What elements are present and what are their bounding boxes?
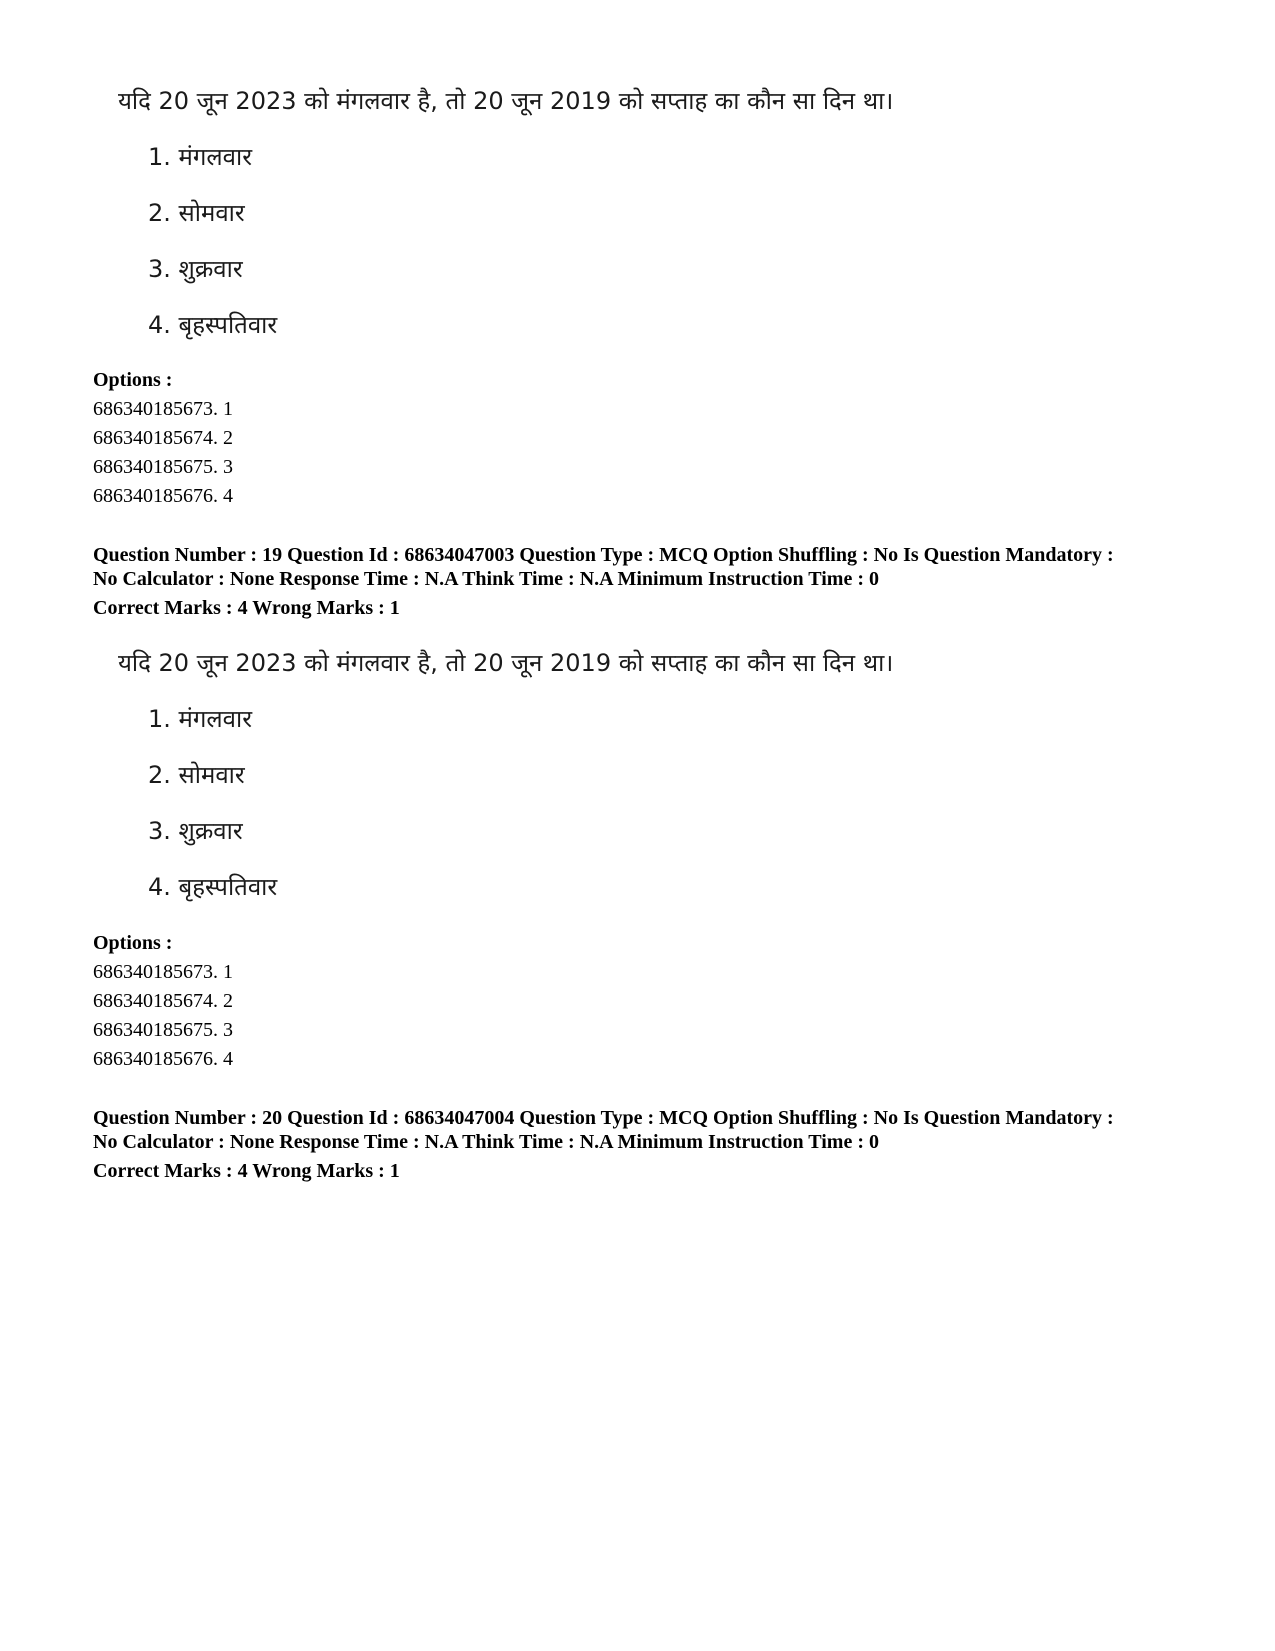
option-item: 686340185676. 4 [93, 485, 233, 507]
question-marks: Correct Marks : 4 Wrong Marks : 1 [93, 597, 400, 619]
option-item: 686340185674. 2 [93, 427, 233, 449]
question-meta-line: Question Number : 20 Question Id : 68634047004 Question Type : MCQ Option Shuffling : No Is Question Mandatory : [93, 1107, 1114, 1129]
option-item: 686340185675. 3 [93, 456, 233, 478]
option-item: 686340185675. 3 [93, 1019, 233, 1041]
question-choice: 4. बृहस्पतिवार [148, 873, 278, 901]
option-item: 686340185673. 1 [93, 961, 233, 983]
option-item: 686340185676. 4 [93, 1048, 233, 1070]
question-choice: 1. मंगलवार [148, 143, 253, 171]
question-text: यदि 20 जून 2023 को मंगलवार है, तो 20 जून 2019 को सप्ताह का कौन सा दिन था। [118, 649, 894, 677]
option-item: 686340185673. 1 [93, 398, 233, 420]
question-text: यदि 20 जून 2023 को मंगलवार है, तो 20 जून 2019 को सप्ताह का कौन सा दिन था। [118, 87, 894, 115]
question-choice: 1. मंगलवार [148, 705, 253, 733]
options-list [93, 929, 233, 1074]
options-label: Options : [93, 932, 173, 954]
question-choice: 3. शुक्रवार [148, 255, 243, 283]
options-list [93, 366, 233, 511]
options-label: Options : [93, 369, 173, 391]
question-choice: 2. सोमवार [148, 199, 245, 227]
question-meta [93, 1106, 1213, 1183]
question-choice: 3. शुक्रवार [148, 817, 243, 845]
question-choice: 4. बृहस्पतिवार [148, 311, 278, 339]
question-meta-line: No Calculator : None Response Time : N.A Think Time : N.A Minimum Instruction Time : 0 [93, 1131, 879, 1153]
question-meta [93, 543, 1213, 620]
question-meta-line: Question Number : 19 Question Id : 68634047003 Question Type : MCQ Option Shuffling : No Is Question Mandatory : [93, 544, 1114, 566]
question-image [118, 86, 918, 346]
option-item: 686340185674. 2 [93, 990, 233, 1012]
question-meta-line: No Calculator : None Response Time : N.A Think Time : N.A Minimum Instruction Time : 0 [93, 568, 879, 590]
question-marks: Correct Marks : 4 Wrong Marks : 1 [93, 1160, 400, 1182]
question-choice: 2. सोमवार [148, 761, 245, 789]
question-image [118, 648, 918, 908]
